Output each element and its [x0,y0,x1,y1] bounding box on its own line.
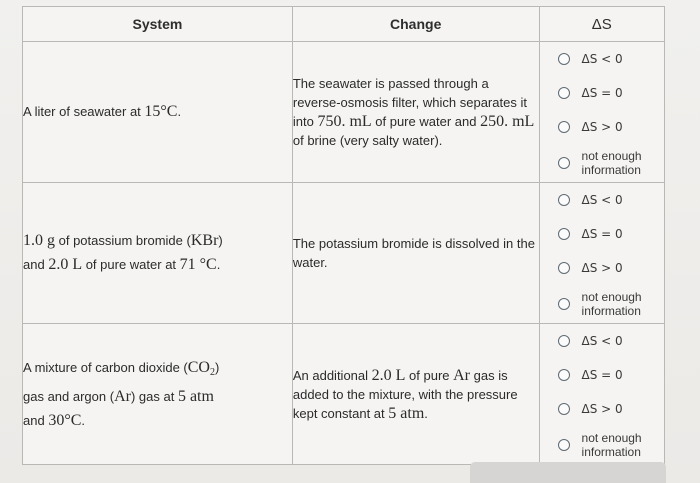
option-label-line: not enough [581,149,642,163]
radio-button[interactable] [558,403,570,415]
system-text: and [23,412,49,428]
option-label: ΔS = 0 [581,227,623,241]
radio-button[interactable] [558,194,570,206]
option-ds-negative[interactable] [540,183,664,217]
option-label: ΔS > 0 [581,402,623,416]
change-text: An additional [292,367,372,383]
change-cell [292,42,539,183]
system-text: . [81,412,86,428]
table-row [23,324,665,465]
option-label: ΔS < 0 [581,52,623,66]
option-ds-positive[interactable] [540,392,664,426]
volume-value: 2.0 L [371,366,406,384]
chemical-formula: KBr [190,232,219,249]
system-text: gas and argon ( [23,388,115,404]
system-text: ) [214,359,220,375]
option-label-line: information [581,163,641,177]
option-label-line: not enough [581,431,642,445]
option-label: ΔS = 0 [581,86,623,100]
option-label: ΔS < 0 [581,334,623,348]
radio-button[interactable] [558,262,570,274]
chemical-formula: Ar [114,387,131,405]
table-row [23,42,665,183]
change-text: of pure [405,367,454,383]
change-text: gas is added to the mixture, with the pressure kept constant at [292,367,518,421]
change-cell [292,324,539,465]
system-cell [23,183,293,324]
option-label-line: information [581,304,641,318]
temperature-value: 71 °C [179,256,217,273]
change-text: . [424,405,428,421]
table-row [23,183,665,324]
option-ds-negative[interactable] [540,42,664,76]
option-label [582,431,642,459]
header-entropy: ΔS [539,7,664,42]
option-ds-positive[interactable] [540,251,664,285]
change-text: of brine (very salty water). [292,133,443,148]
option-not-enough-info[interactable] [540,426,664,464]
option-label: ΔS < 0 [581,193,623,207]
answer-options [539,42,664,183]
system-text: A liter of seawater at [23,104,145,119]
system-text: ) [218,233,223,248]
volume-value: 750. mL [317,113,372,130]
radio-button[interactable] [558,369,570,381]
option-label: ΔS = 0 [581,368,623,382]
temperature-value: 15°C [144,103,178,120]
system-text: and [23,257,49,272]
change-text: The potassium bromide is dissolved in the water. [292,236,535,270]
chemical-formula: CO [187,358,210,376]
option-ds-positive[interactable] [540,110,664,144]
option-label: ΔS > 0 [581,120,623,134]
header-change: Change [292,7,539,42]
change-cell [292,183,539,324]
system-cell [23,324,293,465]
radio-button[interactable] [558,335,570,347]
change-text: of pure water and [371,114,481,129]
answer-options [539,183,664,324]
option-not-enough-info[interactable] [540,144,664,182]
option-label [582,149,642,177]
radio-button[interactable] [558,121,570,133]
radio-button[interactable] [558,157,570,169]
system-text: . [216,257,221,272]
option-ds-zero[interactable] [540,76,664,110]
option-ds-zero[interactable] [540,358,664,392]
change-text: The seawater is passed through a reverse-osmosis filter, which separates it into [292,76,527,129]
system-text: . [177,104,182,119]
radio-button[interactable] [558,228,570,240]
volume-value: 250. mL [480,113,535,130]
answer-options [539,324,664,465]
chemical-formula: Ar [453,366,471,384]
radio-button[interactable] [558,298,570,310]
system-text: ) gas at [130,388,178,404]
radio-button[interactable] [558,87,570,99]
header-row [23,7,665,42]
radio-button[interactable] [558,53,570,65]
radio-button[interactable] [558,439,570,451]
temperature-value: 30°C [48,411,82,429]
mass-value: 1.0 g [23,232,55,249]
entropy-table [22,6,665,465]
option-label [582,290,642,318]
pressure-value: 5 atm [177,387,214,405]
option-ds-zero[interactable] [540,217,664,251]
option-label: ΔS > 0 [581,261,623,275]
system-cell [23,42,293,183]
pressure-value: 5 atm [388,404,425,422]
bottom-panel-edge [470,462,666,483]
system-text: of potassium bromide ( [55,233,191,248]
option-ds-negative[interactable] [540,324,664,358]
option-not-enough-info[interactable] [540,285,664,323]
formula-subscript: 2 [209,366,215,378]
system-text: A mixture of carbon dioxide ( [23,359,188,375]
option-label-line: not enough [581,290,642,304]
system-text: of pure water at [82,257,180,272]
option-label-line: information [581,445,641,459]
header-system: System [23,7,293,42]
volume-value: 2.0 L [48,256,83,273]
